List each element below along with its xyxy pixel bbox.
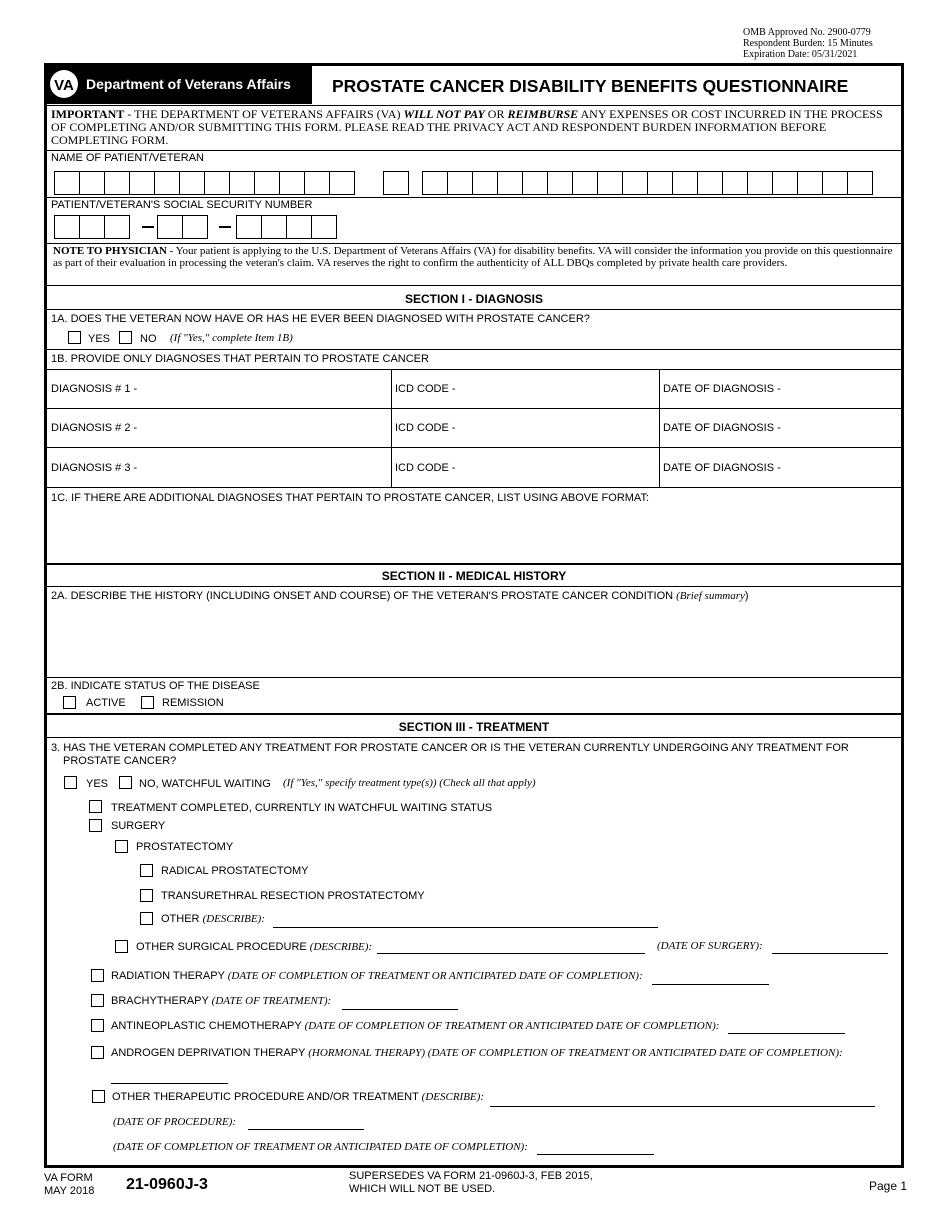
additional-diagnoses-area[interactable] [46, 506, 902, 562]
other-surgical-line[interactable] [377, 953, 645, 954]
prostatectomy-checkbox[interactable] [115, 840, 128, 853]
date-of-completion-label: (DATE OF COMPLETION OF TREATMENT OR ANTICIPATED DATE OF COMPLETION): [113, 1141, 528, 1153]
other-therapeutic-checkbox[interactable] [92, 1090, 105, 1103]
column-divider [659, 369, 660, 487]
svg-text:VA: VA [54, 77, 74, 94]
other-surgical-describe: (DESCRIBE): [309, 941, 373, 953]
radical-label: RADICAL PROSTATECTOMY [161, 865, 309, 877]
remission-label: REMISSION [162, 697, 224, 709]
androgen-date-line[interactable] [111, 1083, 228, 1084]
radical-checkbox[interactable] [140, 864, 153, 877]
treatment-completed-checkbox[interactable] [89, 800, 102, 813]
history-summary-area[interactable] [46, 606, 902, 676]
date-diagnosis-1-field[interactable]: DATE OF DIAGNOSIS - [663, 383, 781, 395]
middle-initial-box[interactable] [384, 171, 409, 195]
omb-number: OMB Approved No. 2900-0779 [743, 27, 871, 38]
other-describe: (DESCRIBE): [202, 913, 265, 925]
treatment-completed-label: TREATMENT COMPLETED, CURRENTLY IN WATCHFUL WAITING STATUS [111, 802, 493, 814]
icd-code-2-field[interactable]: ICD CODE - [395, 422, 456, 434]
respondent-burden: Respondent Burden: 15 Minutes [743, 38, 873, 49]
active-checkbox[interactable] [63, 696, 76, 709]
question-1c: 1C. IF THERE ARE ADDITIONAL DIAGNOSES THAT PERTAIN TO PROSTATE CANCER, LIST USING ABOVE FORMAT: [51, 492, 649, 504]
divider [46, 150, 902, 151]
supersedes-line2: WHICH WILL NOT BE USED. [349, 1183, 496, 1195]
icd-code-1-field[interactable]: ICD CODE - [395, 383, 456, 395]
divider [46, 309, 902, 310]
other-prostatectomy-line[interactable] [273, 927, 658, 928]
other-surgical-text: OTHER SURGICAL PROCEDURE [136, 941, 310, 953]
remission-checkbox[interactable] [141, 696, 154, 709]
first-name-boxes[interactable] [55, 171, 355, 195]
divider [46, 677, 902, 678]
important-text-3: ANY EXPENSES OR COST INCURRED IN THE PROCESS OF COMPLETING AND/OR SUBMITTING THIS FORM. PLEASE READ THE PRIVACY ACT AND RESPONDENT BURDEN INFORMATION BEFORE COMPLETING FORM. [51, 107, 883, 147]
supersedes-line1: SUPERSEDES VA FORM 21-0960J-3, FEB 2015, [349, 1170, 593, 1182]
footer-va-form: VA FORM [44, 1172, 93, 1184]
androgen-label [111, 1047, 843, 1059]
androgen-note: (HORMONAL THERAPY) (DATE OF COMPLETION OF TREATMENT OR ANTICIPATED DATE OF COMPLETION): [308, 1047, 843, 1059]
chemotherapy-checkbox[interactable] [91, 1019, 104, 1032]
other-prostatectomy-checkbox[interactable] [140, 912, 153, 925]
brachytherapy-note: (DATE OF TREATMENT): [211, 995, 332, 1007]
1a-no-checkbox[interactable] [119, 331, 132, 344]
other-therapeutic-line[interactable] [490, 1106, 875, 1107]
1a-yes-label: YES [88, 333, 111, 345]
diagnosis-3-field[interactable]: DIAGNOSIS # 3 - [51, 462, 138, 474]
form-number: 21-0960J-3 [126, 1176, 208, 1193]
ssn-part2[interactable] [158, 215, 208, 239]
divider [46, 105, 902, 106]
last-name-boxes[interactable] [423, 171, 873, 195]
question-2a-text: 2A. DESCRIBE THE HISTORY (INCLUDING ONSET AND COURSE) OF THE VETERAN'S PROSTATE CANCER CONDITION [51, 590, 677, 602]
omb-info [743, 27, 893, 60]
prostatectomy-label: PROSTATECTOMY [136, 841, 234, 853]
radiation-label [111, 970, 643, 982]
question-3-line1: 3. HAS THE VETERAN COMPLETED ANY TREATMENT FOR PROSTATE CANCER OR IS THE VETERAN CURRENTLY UNDERGOING ANY TREATMENT FOR [51, 742, 849, 754]
other-prostatectomy-label [161, 913, 265, 925]
question-1b: 1B. PROVIDE ONLY DIAGNOSES THAT PERTAIN TO PROSTATE CANCER [51, 353, 429, 365]
chemotherapy-note: (DATE OF COMPLETION OF TREATMENT OR ANTICIPATED DATE OF COMPLETION): [304, 1020, 720, 1032]
ssn-part3[interactable] [237, 215, 337, 239]
radiation-checkbox[interactable] [91, 969, 104, 982]
divider [46, 197, 902, 198]
question-3-line2: PROSTATE CANCER? [63, 755, 177, 767]
date-of-procedure-label: (DATE OF PROCEDURE): [113, 1116, 237, 1128]
radiation-note: (DATE OF COMPLETION OF TREATMENT OR ANTICIPATED DATE OF COMPLETION): [227, 970, 643, 982]
will-not-pay: WILL NOT PAY [403, 107, 485, 121]
note-lead: NOTE TO PHYSICIAN [53, 245, 167, 257]
3-yes-checkbox[interactable] [64, 776, 77, 789]
section-divider [46, 713, 902, 715]
other-therapeutic-label [112, 1091, 484, 1103]
3-yes-label: YES [86, 778, 109, 790]
divider [46, 586, 902, 587]
date-diagnosis-2-field[interactable]: DATE OF DIAGNOSIS - [663, 422, 781, 434]
column-divider [391, 369, 392, 487]
section-divider [46, 563, 902, 565]
expiration-date: Expiration Date: 05/31/2021 [743, 49, 858, 60]
section-1-title: SECTION I - DIAGNOSIS [404, 292, 543, 306]
1a-no-label: NO [140, 333, 157, 345]
divider [46, 447, 902, 448]
icd-code-3-field[interactable]: ICD CODE - [395, 462, 456, 474]
divider [46, 369, 902, 370]
note-text: - Your patient is applying to the U.S. Department of Veterans Affairs (VA) for disability benefits. VA will consider the information you provide on this questionnaire as part of their evaluation in processing the veteran's claim. VA reserves the right to confirm the authenticity of ALL DBQs completed by private health care providers. [53, 245, 893, 269]
important-text-2: OR [484, 107, 508, 121]
ssn-dash [142, 226, 154, 228]
chemotherapy-date-line[interactable] [728, 1033, 845, 1034]
brachytherapy-checkbox[interactable] [91, 994, 104, 1007]
radiation-date-line[interactable] [652, 984, 769, 985]
3-no-watchful-checkbox[interactable] [119, 776, 132, 789]
divider [46, 349, 902, 350]
chemotherapy-label [111, 1020, 719, 1032]
androgen-checkbox[interactable] [91, 1046, 104, 1059]
active-label: ACTIVE [86, 697, 126, 709]
divider [46, 487, 902, 488]
important-notice [51, 108, 891, 147]
reimburse: REIMBURSE [507, 107, 579, 121]
other-surgical-checkbox[interactable] [115, 940, 128, 953]
surgery-label: SURGERY [111, 820, 166, 832]
important-lead: IMPORTANT [51, 107, 125, 121]
va-logo-icon [48, 68, 80, 100]
ssn-part1[interactable] [55, 215, 130, 239]
question-1a: 1A. DOES THE VETERAN NOW HAVE OR HAS HE EVER BEEN DIAGNOSED WITH PROSTATE CANCER? [51, 313, 590, 325]
diagnosis-1-field[interactable]: DIAGNOSIS # 1 - [51, 383, 138, 395]
important-text-1: - THE DEPARTMENT OF VETERANS AFFAIRS (VA) [124, 107, 404, 121]
date-diagnosis-3-field[interactable]: DATE OF DIAGNOSIS - [663, 462, 781, 474]
other-therapeutic-text: OTHER THERAPEUTIC PROCEDURE AND/OR TREATMENT [112, 1091, 422, 1103]
footer-date: MAY 2018 [44, 1185, 95, 1197]
surgery-checkbox[interactable] [89, 819, 102, 832]
question-2a-close: ) [744, 590, 749, 602]
diagnosis-2-field[interactable]: DIAGNOSIS # 2 - [51, 422, 138, 434]
divider [46, 243, 902, 244]
divider [46, 285, 902, 286]
divider [46, 408, 902, 409]
androgen-text: ANDROGEN DEPRIVATION THERAPY [111, 1047, 309, 1059]
3-instruction: (If "Yes," specify treatment type(s)) (Check all that apply) [283, 777, 536, 789]
page-number: Page 1 [869, 1179, 908, 1193]
date-of-surgery-label: (DATE OF SURGERY): [657, 940, 763, 952]
ssn-label: PATIENT/VETERAN'S SOCIAL SECURITY NUMBER [51, 199, 313, 211]
section-2-title: SECTION II - MEDICAL HISTORY [381, 569, 567, 583]
1a-yes-checkbox[interactable] [68, 331, 81, 344]
agency-name: Department of Veterans Affairs [86, 76, 291, 92]
turp-label: TRANSURETHRAL RESECTION PROSTATECTOMY [161, 890, 425, 902]
other-surgical-label [136, 941, 372, 953]
radiation-text: RADIATION THERAPY [111, 970, 228, 982]
section-3-title: SECTION III - TREATMENT [398, 720, 550, 734]
date-of-procedure-line[interactable] [248, 1129, 364, 1130]
question-2a-note: (Brief summary [676, 590, 745, 602]
divider [46, 737, 902, 738]
other-therapeutic-describe: (DESCRIBE): [421, 1091, 484, 1103]
brachytherapy-date-line[interactable] [342, 1009, 458, 1010]
date-of-completion-line[interactable] [537, 1154, 654, 1155]
brachytherapy-text: BRACHYTHERAPY [111, 995, 212, 1007]
chemotherapy-text: ANTINEOPLASTIC CHEMOTHERAPY [111, 1020, 305, 1032]
1a-instruction: (If "Yes," complete Item 1B) [170, 332, 293, 344]
form-title: PROSTATE CANCER DISABILITY BENEFITS QUESTIONNAIRE [332, 76, 849, 96]
patient-name-label: NAME OF PATIENT/VETERAN [51, 152, 204, 164]
3-no-watchful-label: NO, WATCHFUL WAITING [139, 778, 271, 790]
other-label-text: OTHER [161, 913, 203, 925]
ssn-dash [219, 226, 231, 228]
brachytherapy-label [111, 995, 331, 1007]
note-to-physician [53, 246, 895, 269]
turp-checkbox[interactable] [140, 889, 153, 902]
date-of-surgery-line[interactable] [772, 953, 888, 954]
question-2b: 2B. INDICATE STATUS OF THE DISEASE [51, 680, 260, 692]
question-2a [51, 590, 749, 602]
